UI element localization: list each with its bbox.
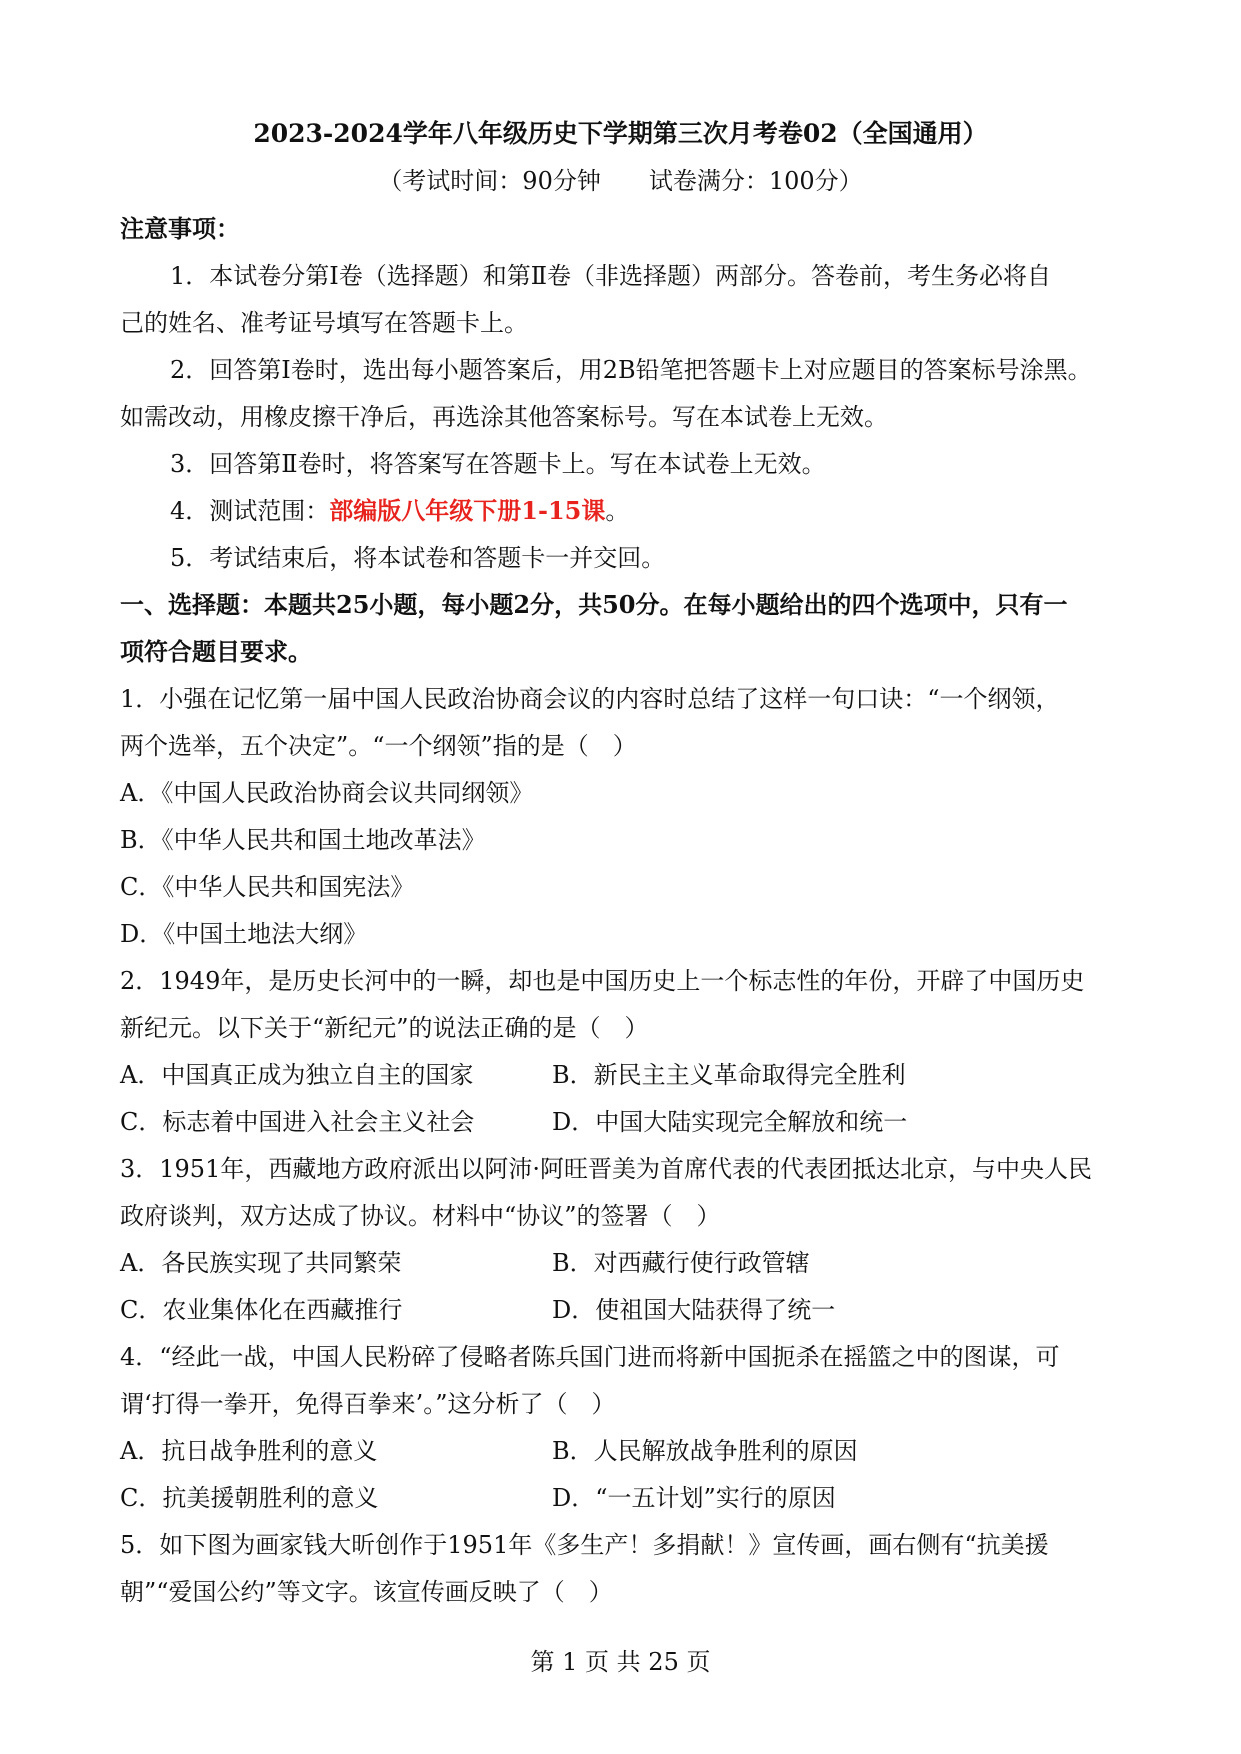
q1-option-c: C．《中华人民共和国宪法》 [120, 873, 415, 901]
note-2-line-2: 如需改动，用橡皮擦干净后，再选涂其他答案标号。写在本试卷上无效。 [120, 403, 888, 431]
q1-option-d: D．《中国土地法大纲》 [120, 920, 368, 948]
q3-stem-line-1: 3．1951年，西藏地方政府派出以阿沛·阿旺晋美为首席代表的代表团抵达北京，与中央人民 [120, 1155, 1092, 1183]
q2-stem-line-2: 新纪元。以下关于“新纪元”的说法正确的是（ ） [120, 1014, 649, 1042]
q3-option-b: B．对西藏行使行政管辖 [552, 1249, 810, 1277]
q3-options-row-1 [120, 1246, 1131, 1280]
q1-option-b: B．《中华人民共和国土地改革法》 [120, 826, 486, 854]
q3-option-c: C．农业集体化在西藏推行 [120, 1296, 403, 1324]
q4-stem-line-2: 谓‘打得一拳开，免得百拳来’。”这分析了（ ） [120, 1390, 616, 1418]
q2-stem-line-1: 2．1949年，是历史长河中的一瞬，却也是中国历史上一个标志性的年份，开辟了中国历史 [120, 967, 1085, 995]
section-heading-line-2: 项符合题目要求。 [120, 637, 312, 666]
notes-heading: 注意事项： [120, 214, 240, 243]
q2-option-b: B．新民主主义革命取得完全胜利 [552, 1061, 906, 1089]
q5-stem-line-2: 朝”“爱国公约”等文字。该宣传画反映了（ ） [120, 1578, 613, 1606]
test-range: 部编版八年级下册1-15课 [329, 496, 606, 525]
note-3: 3．回答第Ⅱ卷时，将答案写在答题卡上。写在本试卷上无效。 [170, 450, 826, 478]
note-4-suffix: 。 [605, 497, 630, 525]
note-4 [120, 494, 1131, 528]
q4-options-row-1 [120, 1434, 1131, 1468]
note-1-line-2: 己的姓名、准考证号填写在答题卡上。 [120, 309, 528, 337]
section-heading-line-1: 一、选择题：本题共25小题，每小题2分，共50分。在每小题给出的四个选项中，只有一 [120, 590, 1068, 619]
q2-option-a: A．中国真正成为独立自主的国家 [120, 1061, 474, 1089]
q1-stem-line-2: 两个选举，五个决定”。“一个纲领”指的是（ ） [120, 732, 637, 760]
note-1-line-1: 1．本试卷分第Ⅰ卷（选择题）和第Ⅱ卷（非选择题）两部分。答卷前，考生务必将自 [170, 262, 1052, 290]
page-title: 2023-2024学年八年级历史下学期第三次月考卷02（全国通用） [253, 119, 988, 148]
q2-options-row-1 [120, 1058, 1131, 1092]
q2-options-row-2 [120, 1105, 1131, 1139]
q4-option-c: C．抗美援朝胜利的意义 [120, 1484, 379, 1512]
q3-option-d: D．使祖国大陆获得了统一 [552, 1296, 836, 1324]
q1-option-a: A．《中国人民政治协商会议共同纲领》 [120, 779, 534, 807]
q4-options-row-2 [120, 1481, 1131, 1515]
q2-option-c: C．标志着中国进入社会主义社会 [120, 1108, 475, 1136]
q2-option-d: D．中国大陆实现完全解放和统一 [552, 1108, 908, 1136]
note-5: 5．考试结束后，将本试卷和答题卡一并交回。 [170, 544, 666, 572]
note-4-prefix: 4．测试范围： [170, 497, 330, 525]
exam-time-subtitle: （考试时间：90分钟 试卷满分：100分） [378, 167, 863, 195]
q5-stem-line-1: 5．如下图为画家钱大昕创作于1951年《多生产！多捐献！》宣传画，画右侧有“抗美援 [120, 1531, 1049, 1559]
q3-stem-line-2: 政府谈判，双方达成了协议。材料中“协议”的签署（ ） [120, 1202, 721, 1230]
q4-option-b: B．人民解放战争胜利的原因 [552, 1437, 858, 1465]
q4-option-d: D．“一五计划”实行的原因 [552, 1484, 836, 1512]
q3-options-row-2 [120, 1293, 1131, 1327]
q4-stem-line-1: 4．“经此一战，中国人民粉碎了侵略者陈兵国门进而将新中国扼杀在摇篮之中的图谋，可 [120, 1343, 1060, 1371]
q4-option-a: A．抗日战争胜利的意义 [120, 1437, 378, 1465]
note-2-line-1: 2．回答第Ⅰ卷时，选出每小题答案后，用2B铅笔把答题卡上对应题目的答案标号涂黑。 [170, 356, 1092, 384]
page-footer: 第 1 页 共 25 页 [530, 1648, 711, 1676]
q3-option-a: A．各民族实现了共同繁荣 [120, 1249, 402, 1277]
q1-stem-line-1: 1．小强在记忆第一届中国人民政治协商会议的内容时总结了这样一句口诀：“一个纲领， [120, 685, 1060, 713]
